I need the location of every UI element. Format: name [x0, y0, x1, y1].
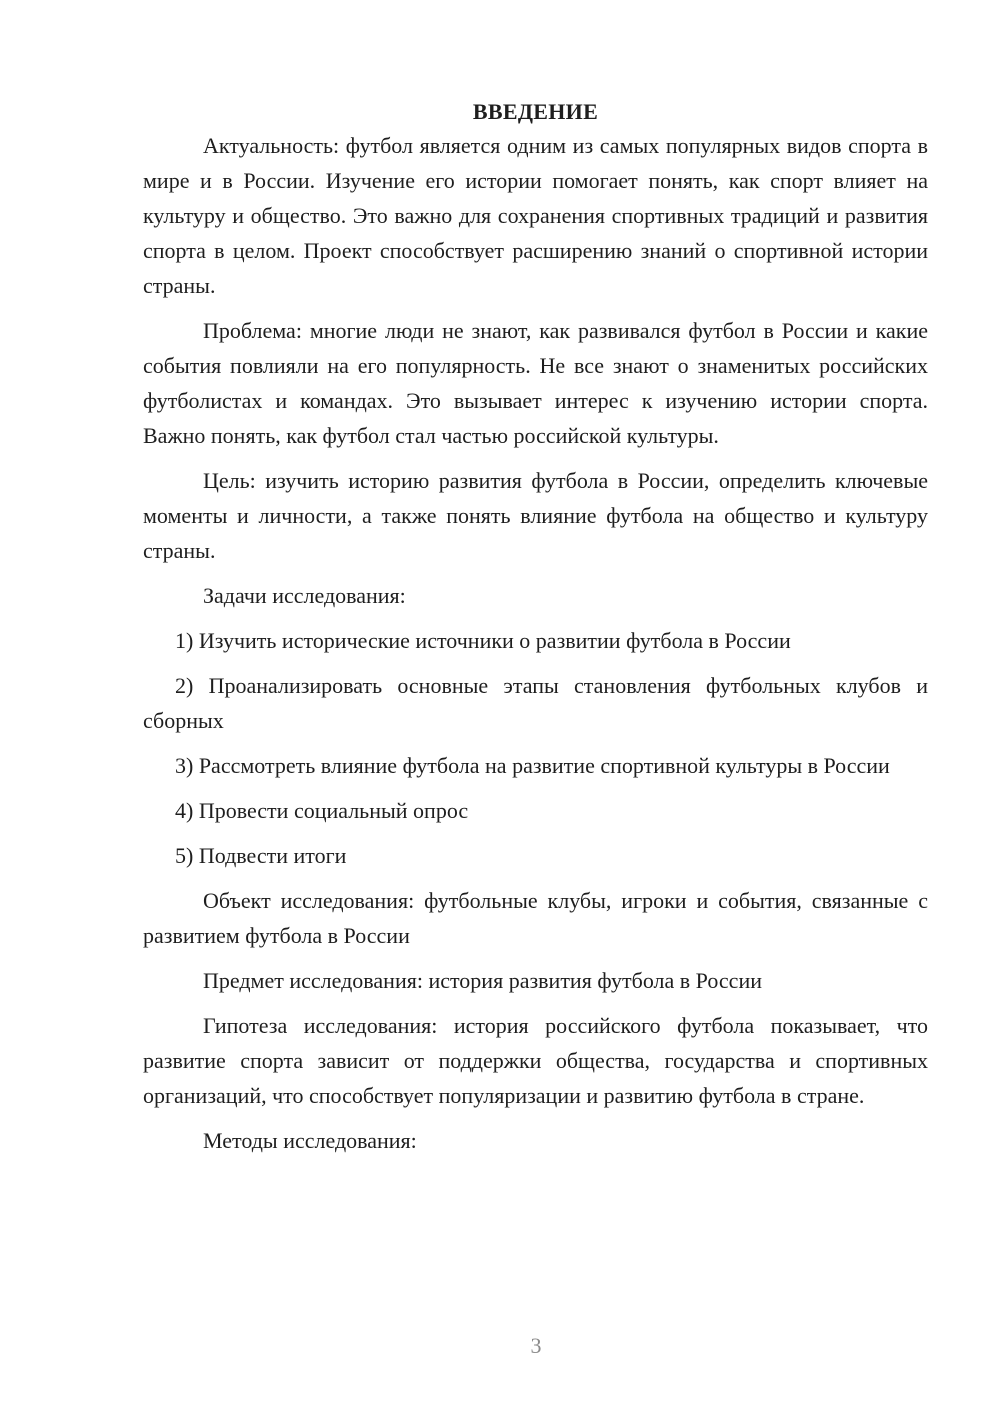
paragraph-subject: Предмет исследования: история развития футбола в России [203, 968, 762, 993]
task-item-5: 5) Подвести итоги [175, 843, 347, 868]
page-number: 3 [530, 1333, 542, 1358]
paragraph-goal: Цель: изучить историю развития футбола в России, определить ключевые моменты и личности, а также понять влияние футбола на общество и культуру страны. [143, 468, 928, 563]
tasks-title: Задачи исследования: [203, 583, 406, 608]
paragraph-problem: Проблема: многие люди не знают, как развивался футбол в России и какие события повлияли на его популярность. Не все знают о знаменитых российских футболистах и командах. Это вызывает интерес к изучению истории спорта. Важно понять, как футбол стал частью российской культуры. [143, 318, 928, 448]
paragraph-object: Объект исследования: футбольные клубы, игроки и события, связанные с развитием футбола в России [143, 888, 928, 948]
document-body [143, 94, 928, 1168]
section-heading: ВВЕДЕНИЕ [472, 99, 599, 124]
task-item-1: 1) Изучить исторические источники о развитии футбола в России [175, 628, 791, 653]
methods-title: Методы исследования: [203, 1128, 417, 1153]
paragraph-relevance: Актуальность: футбол является одним из самых популярных видов спорта в мире и в России. Изучение его истории помогает понять, как спорт влияет на культуру и общество. Это важно для сохранения спортивных традиций и развития спорта в целом. Проект способствует расширению знаний о спортивной истории страны. [143, 133, 928, 298]
task-item-4: 4) Провести социальный опрос [175, 798, 469, 823]
paragraph-hypothesis: Гипотеза исследования: история российского футбола показывает, что развитие спорта зависит от поддержки общества, государства и спортивных организаций, что способствует популяризации и развитию футбола в стране. [143, 1013, 928, 1108]
task-item-2: 2) Проанализировать основные этапы становления футбольных клубов и сборных [143, 673, 928, 733]
task-item-3: 3) Рассмотреть влияние футбола на развитие спортивной культуры в России [175, 753, 890, 778]
